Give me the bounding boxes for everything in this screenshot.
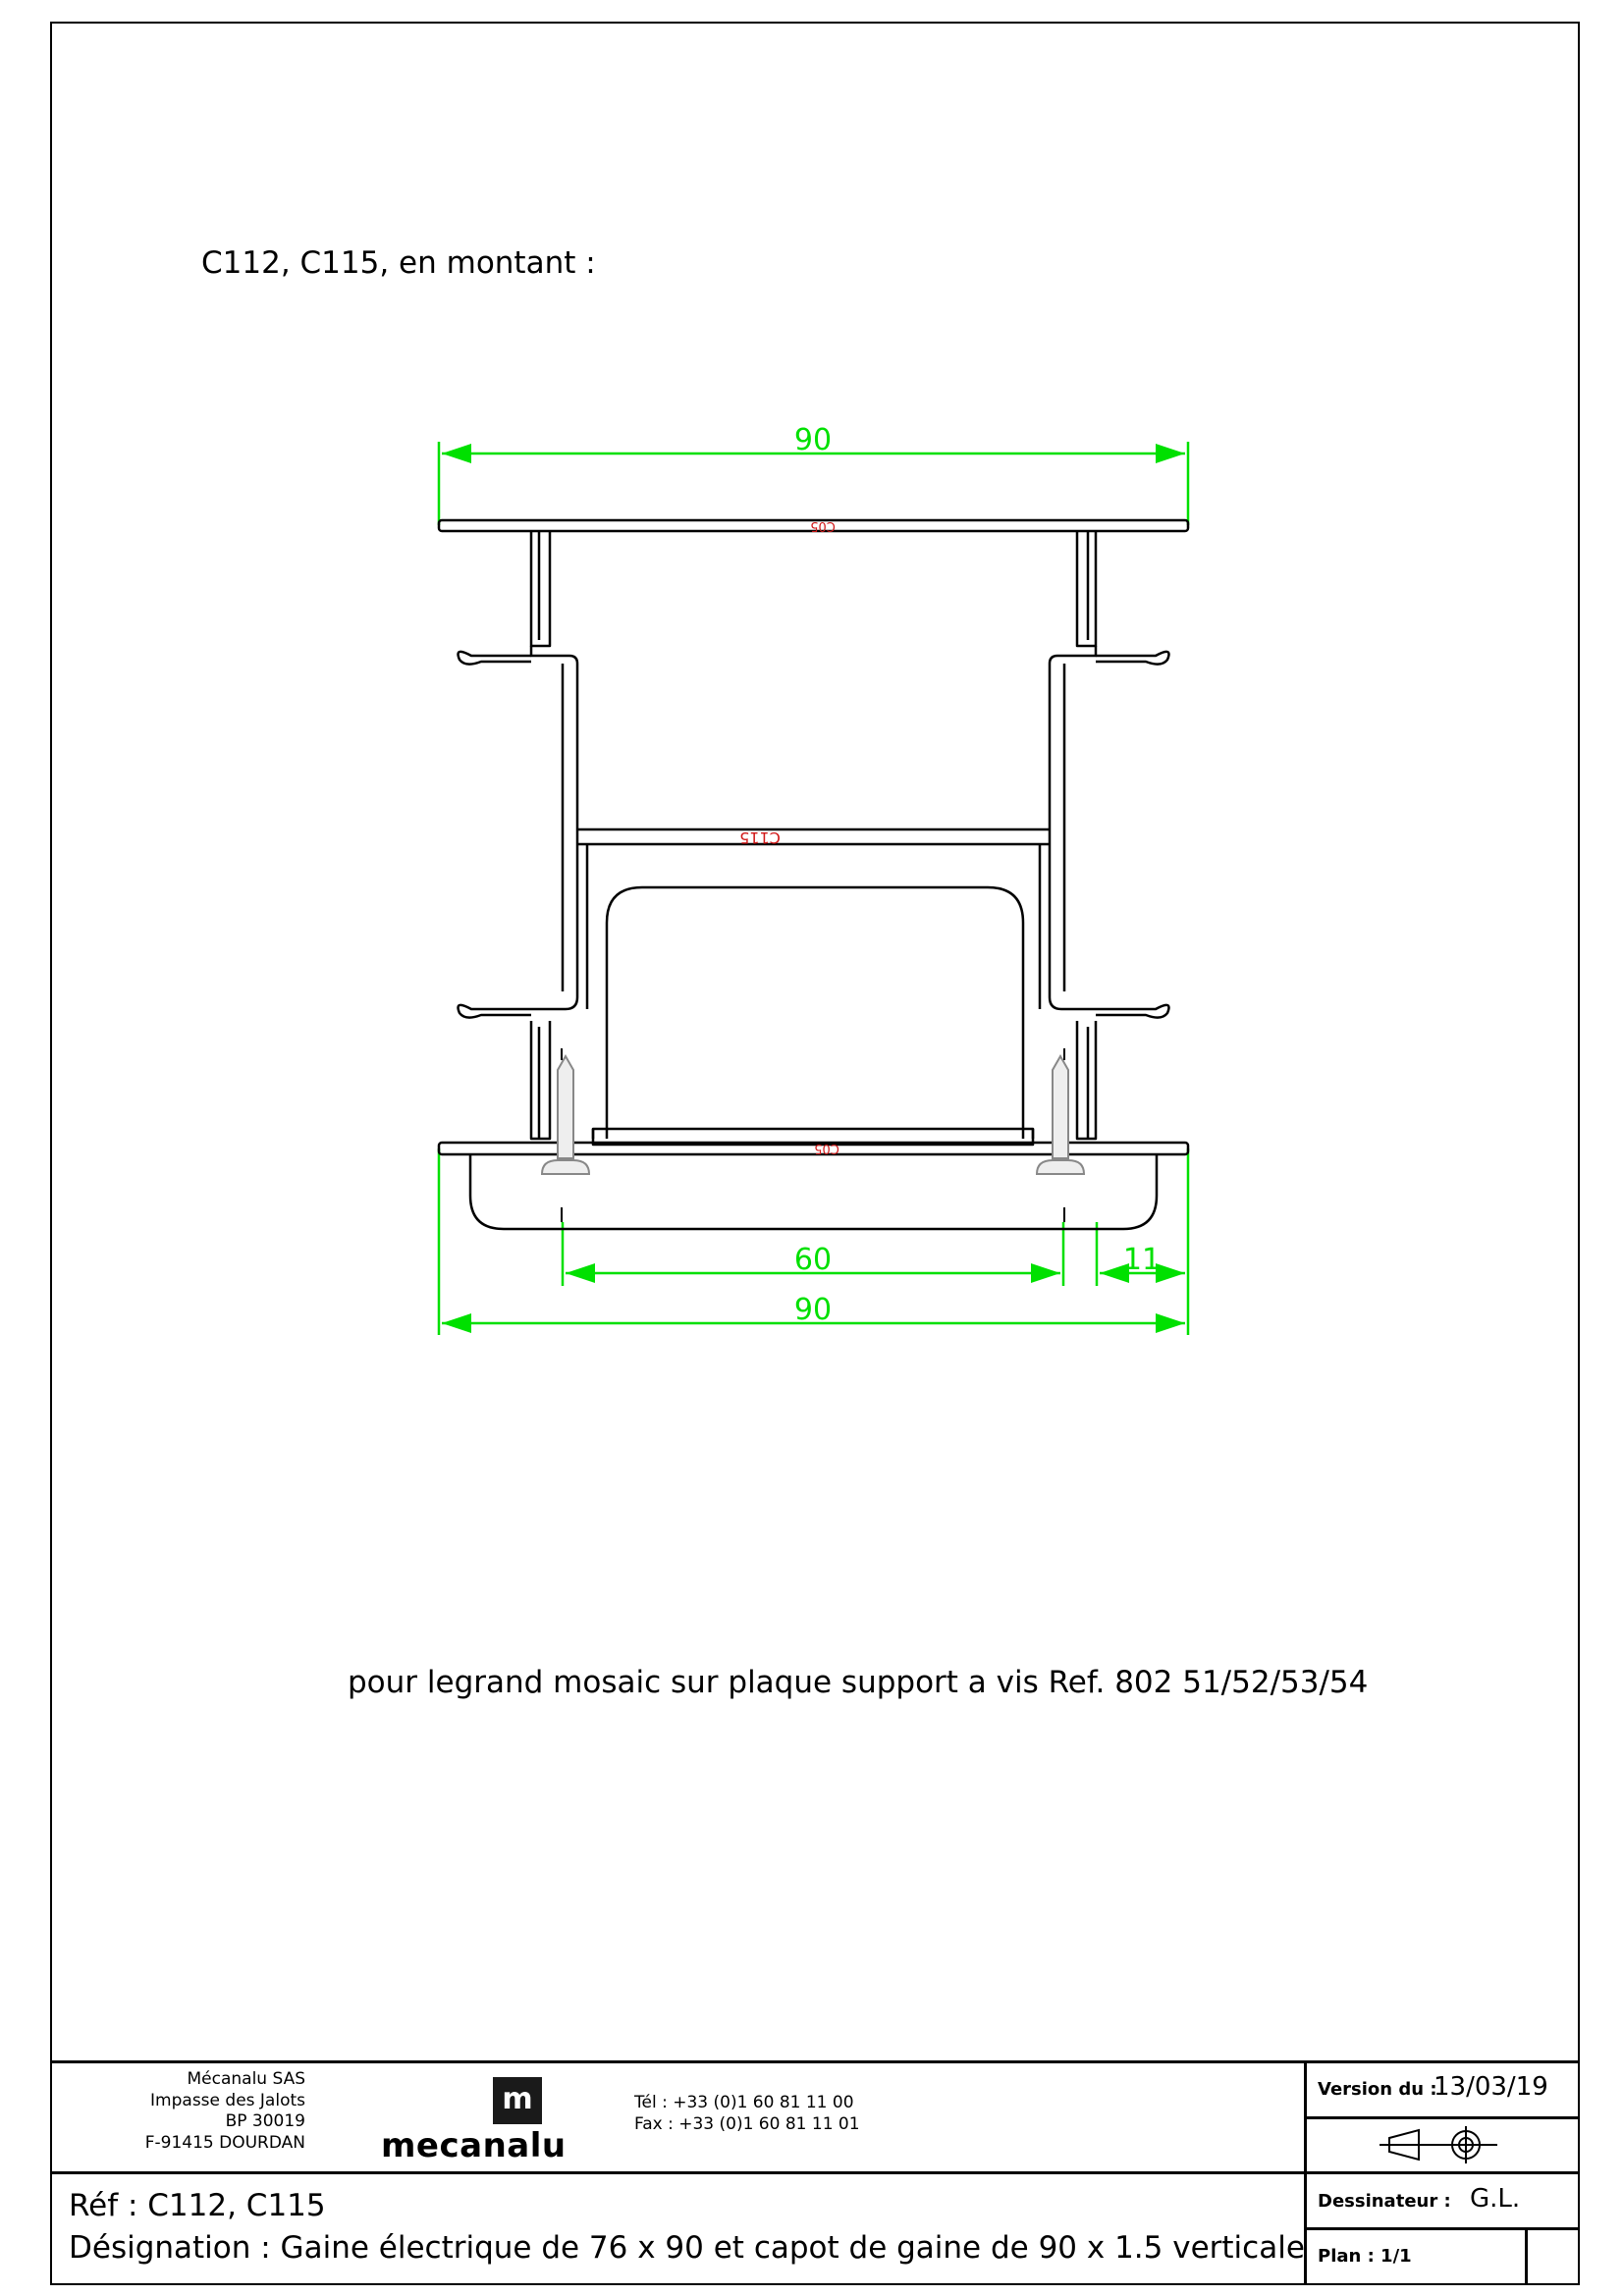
profile-mark-top: C05 <box>810 518 836 533</box>
title-block-plan-divider <box>1525 2227 1528 2285</box>
drawing-note: pour legrand mosaic sur plaque support a vis Ref. 802 51/52/53/54 <box>348 1665 1369 1700</box>
dimension-top-width: 90 <box>793 423 833 457</box>
dimension-bottom-width: 90 <box>793 1293 833 1327</box>
title-block-top-border <box>50 2060 1580 2063</box>
company-name: Mécanalu SAS <box>187 2069 305 2089</box>
version-label: Version du : <box>1318 2079 1437 2100</box>
company-street: Impasse des Jalots <box>150 2090 305 2110</box>
company-contact <box>634 2093 860 2135</box>
first-angle-projection-icon <box>1370 2122 1507 2167</box>
logo-mark: m <box>493 2077 542 2124</box>
drawer-value: G.L. <box>1470 2184 1521 2214</box>
reference: Réf : C112, C115 <box>69 2188 326 2223</box>
drawing-heading: C112, C115, en montant : <box>201 245 596 281</box>
drawer-label: Dessinateur : <box>1318 2191 1451 2212</box>
company-address <box>145 2069 305 2154</box>
version-value: 13/03/19 <box>1434 2072 1548 2102</box>
designation: Désignation : Gaine électrique de 76 x 90 et capot de gaine de 90 x 1.5 verticale <box>69 2230 1305 2266</box>
company-logo <box>381 2077 567 2165</box>
fax-number: Fax : +33 (0)1 60 81 11 01 <box>634 2113 860 2134</box>
plan-label: Plan : 1/1 <box>1318 2246 1412 2267</box>
title-block-row-1 <box>1304 2116 1580 2119</box>
logo-wordmark: mecanalu <box>381 2126 567 2165</box>
company-po-box: BP 30019 <box>225 2111 305 2131</box>
screw-axis-lines <box>562 1048 1064 1222</box>
dimension-bottom-side: 11 <box>1122 1243 1162 1277</box>
title-block-mid-border <box>50 2171 1304 2174</box>
profile-mark-middle: C115 <box>739 828 781 847</box>
profile-section <box>439 520 1188 1229</box>
phone-number: Tél : +33 (0)1 60 81 11 00 <box>634 2093 854 2112</box>
title-block-row-3 <box>1304 2227 1580 2230</box>
company-city: F-91415 DOURDAN <box>144 2132 305 2153</box>
profile-mark-bottom: C05 <box>814 1141 839 1155</box>
title-block-row-2 <box>1304 2171 1580 2174</box>
dimension-bottom-inner: 60 <box>793 1243 833 1277</box>
screw-icon <box>542 1056 1084 1174</box>
